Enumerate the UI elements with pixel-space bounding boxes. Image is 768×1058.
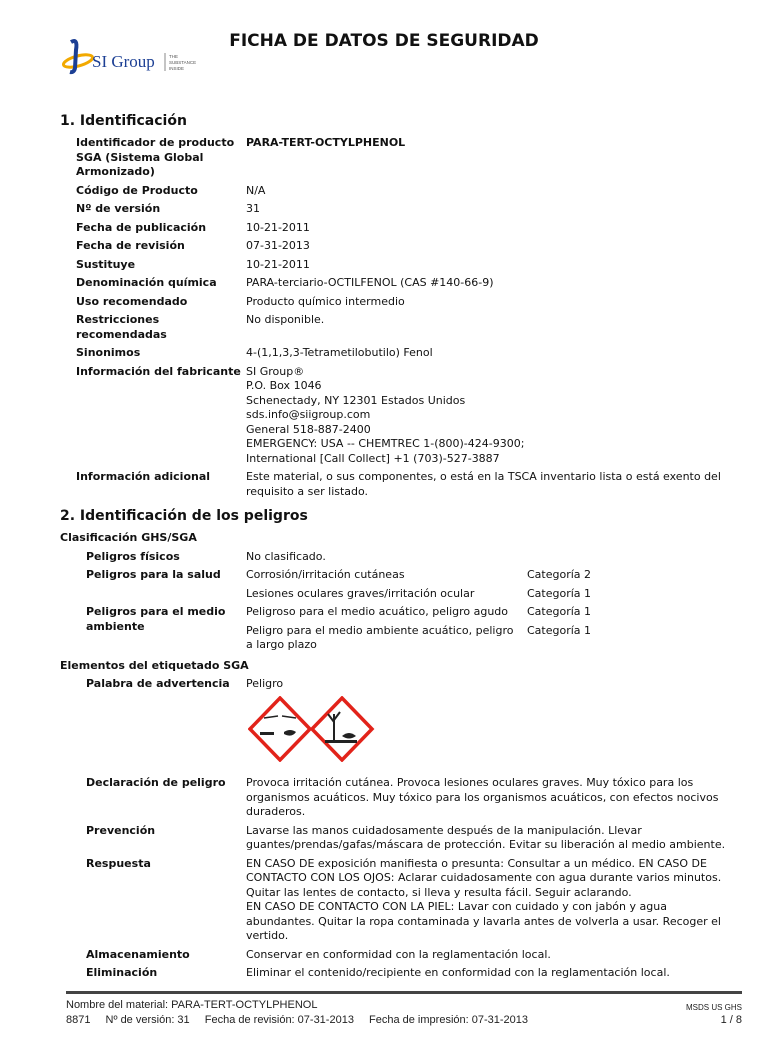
environment-hazard: Peligroso para el medio acuático, peligro agudo	[246, 605, 509, 618]
footer-material: Nombre del material: PARA-TERT-OCTYLPHENOL	[66, 998, 318, 1011]
field-value: Producto químico intermedio	[246, 294, 405, 308]
field-label: Fecha de publicación	[76, 220, 207, 234]
field-row	[86, 857, 768, 944]
field-row	[76, 313, 768, 342]
footer-page-number: 1 / 8	[720, 1013, 742, 1026]
field-value: PARA-terciario-OCTILFENOL (CAS #140-66-9)	[246, 276, 494, 289]
field-label: Información del fabricante	[76, 364, 241, 378]
field-row	[76, 239, 768, 254]
field-row	[76, 295, 768, 310]
environment-pictogram-icon	[312, 698, 372, 760]
health-category: Categoría 2	[527, 568, 592, 581]
field-value: Eliminar el contenido/recipiente en conformidad con la reglamentación local.	[246, 966, 670, 979]
section-2-title: 2. Identificación de los peligros	[60, 508, 308, 524]
field-value: SI Group® P.O. Box 1046 Schenectady, NY 12301 Estados Unidos sds.info@siigroup.com General 518-887-2400 EMERGENCY: USA -- CHEMTREC 1-(800)-424-9300; International [Call Collect] +1 (703)-527-3887	[246, 364, 525, 465]
field-row	[86, 776, 768, 820]
field-label: Identificador de producto SGA (Sistema Global Armonizado)	[76, 136, 235, 178]
label-element-fields	[0, 776, 768, 981]
field-label: Denominación química	[76, 276, 217, 289]
document-content	[0, 112, 768, 985]
classification-title: Clasificación GHS/SGA	[60, 531, 197, 544]
footer-doc-type: MSDS US GHS	[685, 1002, 742, 1012]
field-row	[86, 966, 768, 981]
field-label: Código de Producto	[76, 183, 198, 197]
field-label: Almacenamiento	[86, 947, 190, 961]
physical-hazards-row	[86, 550, 768, 565]
field-value: 10-21-2011	[246, 257, 310, 271]
field-row	[76, 221, 768, 236]
footer-divider	[66, 991, 742, 994]
page-footer	[0, 985, 768, 1058]
field-value: 31	[246, 202, 260, 215]
field-row	[76, 258, 768, 273]
field-label: Prevención	[86, 823, 156, 837]
field-row	[76, 184, 768, 199]
field-value: Lavarse las manos cuidadosamente después de la manipulación. Llevar guantes/prendas/gafas/máscara de protección. Evitar su liberación al medio ambiente.	[246, 823, 726, 851]
footer-revision: Fecha de revisión: 07-31-2013	[204, 1013, 354, 1026]
environment-hazard: Peligro para el medio ambiente acuático, peligro a largo plazo	[246, 623, 514, 651]
field-label: Fecha de revisión	[76, 239, 185, 252]
field-label: Declaración de peligro	[86, 776, 226, 789]
field-value: 10-21-2011	[246, 220, 310, 234]
health-hazard: Corrosión/irritación cutáneas	[246, 568, 405, 581]
footer-code: 8871	[66, 1013, 91, 1026]
field-row	[76, 346, 768, 361]
environment-hazards-row	[86, 605, 768, 653]
field-label: Sustituye	[76, 257, 136, 271]
field-label: Nº de versión	[76, 202, 161, 215]
environment-category: Categoría 1	[527, 623, 592, 637]
field-value: Provoca irritación cutánea. Provoca lesiones oculares graves. Muy tóxico para los organismos acuáticos. Muy tóxico para los organismos acuáticos, con efectos nocivos duraderos.	[246, 776, 719, 818]
environment-category: Categoría 1	[527, 605, 592, 618]
document-title: FICHA DE DATOS DE SEGURIDAD	[229, 31, 539, 51]
field-row	[76, 276, 768, 291]
health-hazards-row	[86, 568, 768, 601]
field-label: Eliminación	[86, 966, 158, 979]
field-row	[86, 824, 768, 853]
field-label: Sinonimos	[76, 346, 141, 359]
field-value: PARA-TERT-OCTYLPHENOL	[246, 136, 406, 149]
label-elements-title: Elementos del etiquetado SGA	[60, 658, 249, 672]
field-row	[76, 470, 768, 499]
field-value: EN CASO DE exposición manifiesta o presunta: Consultar a un médico. EN CASO DE CONTACTO CON LOS OJOS: Aclarar cuidadosamente con agua durante varios minutos. Quitar las lentes de contacto, si lleva y resulta fácil. Seguir aclarando. EN CASO DE CONTACTO CON LA PIEL: Lavar con cuidado y con jabón y agua abundantes. Quitar la ropa contaminada y lavarla antes de volverla a usar. Recoger el vertido.	[246, 856, 722, 942]
svg-text:SI Group: SI Group	[92, 52, 155, 71]
signal-word-value: Peligro	[246, 677, 284, 690]
field-label: Información adicional	[76, 470, 211, 483]
field-label: Respuesta	[86, 856, 151, 870]
corrosion-pictogram-icon	[250, 698, 310, 760]
signal-word-row	[86, 677, 768, 692]
field-row	[76, 202, 768, 217]
field-row	[86, 948, 768, 963]
field-value: 4-(1,1,3,3-Tetrametilobutilo) Fenol	[246, 346, 433, 359]
field-value: Este material, o sus componentes, o está en la TSCA inventario lista o está exento del requisito a ser listado.	[246, 470, 721, 498]
identification-fields	[0, 136, 768, 499]
field-label: Restricciones recomendadas	[76, 313, 167, 341]
field-row	[76, 136, 768, 180]
svg-text:SUBSTANCE: SUBSTANCE	[169, 60, 197, 65]
field-value: 07-31-2013	[246, 239, 310, 252]
field-value: N/A	[246, 183, 266, 197]
health-hazard: Lesiones oculares graves/irritación ocular	[246, 586, 475, 600]
health-category: Categoría 1	[527, 586, 592, 600]
signal-word-label: Palabra de advertencia	[86, 677, 230, 690]
health-hazards-label: Peligros para la salud	[86, 568, 221, 581]
svg-text:THE: THE	[169, 54, 178, 59]
svg-text:INSIDE: INSIDE	[169, 66, 185, 71]
field-value: Conservar en conformidad con la reglamentación local.	[246, 947, 551, 961]
physical-hazards-value: No clasificado.	[246, 549, 326, 563]
footer-version: Nº de versión: 31	[105, 1013, 190, 1026]
field-value: No disponible.	[246, 313, 325, 326]
physical-hazards-label: Peligros físicos	[86, 549, 180, 563]
section-1-title: 1. Identificación	[60, 113, 187, 129]
ghs-pictograms	[248, 696, 768, 767]
footer-print-date: Fecha de impresión: 07-31-2013	[369, 1013, 528, 1026]
environment-hazards-label: Peligros para el medio ambiente	[86, 605, 226, 633]
field-label: Uso recomendado	[76, 294, 188, 308]
field-row	[76, 365, 768, 467]
